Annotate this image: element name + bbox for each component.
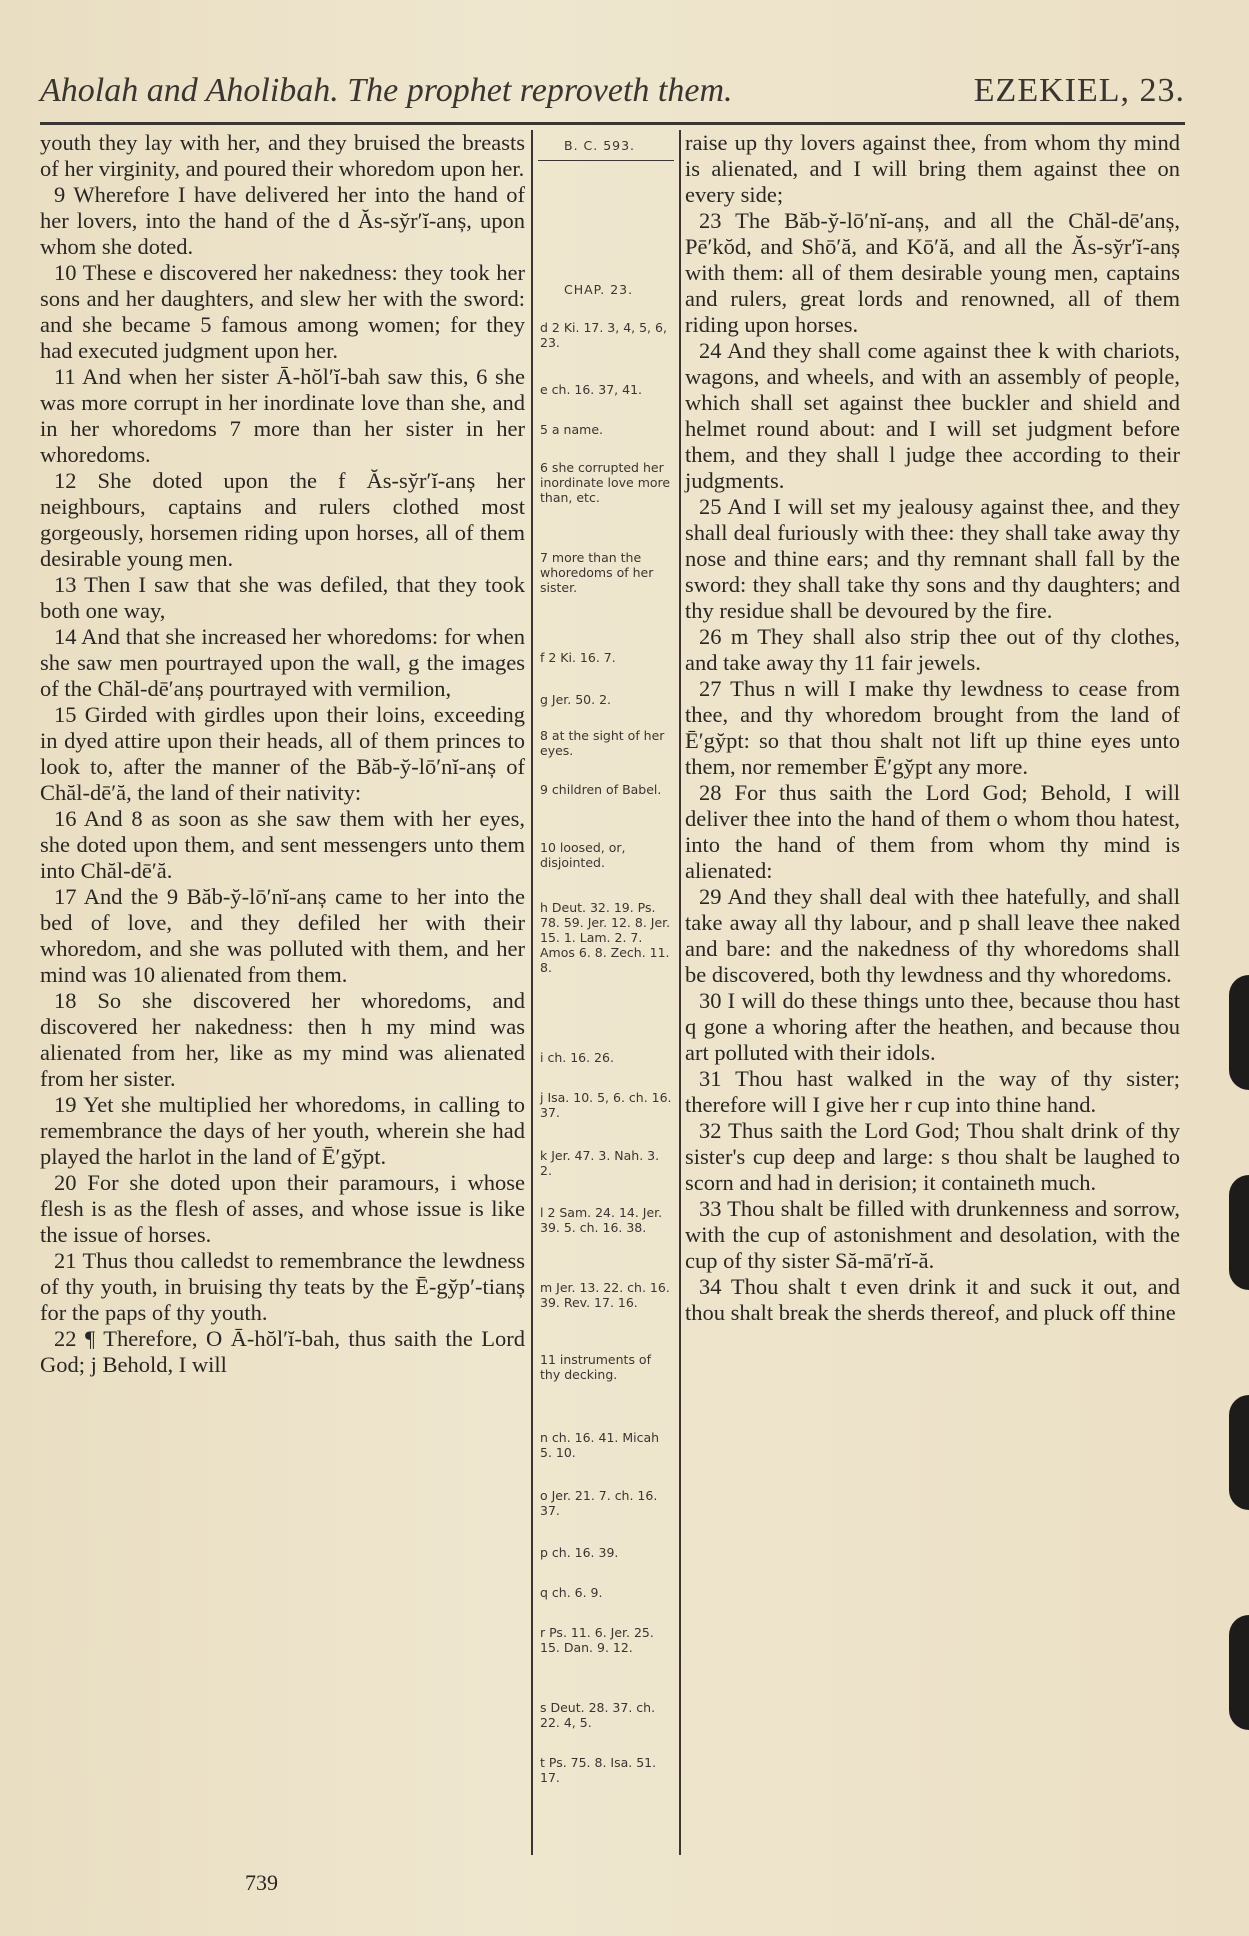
verse: 11 And when her sister Ā-hŏl′ĭ-bah saw this, 6 she was more corrupt in her inordinate love than she, and in her whoredoms 7 more than her sister in her whoredoms.	[40, 364, 525, 467]
verse: 12 She doted upon the f Ăs-sy̆r′ĭ-anș her neighbours, captains and rulers clothed most gorgeously, horsemen riding upon horses, all of them desirable young men.	[40, 468, 525, 571]
page-number: 739	[245, 1870, 278, 1895]
verse: 28 For thus saith the Lord God; Behold, I will deliver thee into the hand of them o whom thou hatest, into the hand of them from whom thy mind is alienated:	[685, 780, 1180, 883]
reference-note: 10 loosed, or, disjointed.	[540, 840, 626, 870]
header-title: Aholah and Aholibah. The prophet reproveth them.	[40, 72, 733, 109]
verse: 34 Thou shalt t even drink it and suck it out, and thou shalt break the sherds thereof, and pluck off thine	[685, 1274, 1180, 1325]
verse: 30 I will do these things unto thee, because thou hast q gone a whoring after the heathen, and because thou art polluted with their idols.	[685, 988, 1180, 1065]
verse: 20 For she doted upon their paramours, i whose flesh is as the flesh of asses, and whose issue is like the issue of horses.	[40, 1170, 525, 1247]
margin-rule	[538, 160, 674, 161]
running-header	[40, 72, 1185, 124]
verse: 13 Then I saw that she was defiled, that they took both one way,	[40, 572, 525, 623]
reference-note: s Deut. 28. 37. ch. 22. 4, 5.	[540, 1700, 656, 1730]
verse: 14 And that she increased her whoredoms: for when she saw men pourtrayed upon the wall, g the images of the Chăl-dē′anș pourtrayed with vermilion,	[40, 624, 525, 701]
reference-note: m Jer. 13. 22. ch. 16. 39. Rev. 17. 16.	[540, 1280, 670, 1310]
reference-note: 7 more than the whoredoms of her sister.	[540, 550, 654, 595]
reference-note: 11 instruments of thy decking.	[540, 1352, 651, 1382]
column-divider	[679, 130, 681, 1855]
verse: 9 Wherefore I have delivered her into the hand of her lovers, into the hand of the d Ăs-sy̆r′ĭ-anș, upon whom she doted.	[40, 182, 525, 259]
reference-note: f 2 Ki. 16. 7.	[540, 650, 616, 665]
verse: 21 Thus thou calledst to remembrance the lewdness of thy youth, in bruising thy teats by the Ē-gy̆p′-tianș for the paps of thy youth.	[40, 1248, 525, 1325]
reference-note: 6 she corrupted her inordinate love more than, etc.	[540, 460, 671, 505]
verse: 22 ¶ Therefore, O Ā-hŏl′ĭ-bah, thus saith the Lord God; j Behold, I will	[40, 1326, 525, 1377]
reference-note: r Ps. 11. 6. Jer. 25. 15. Dan. 9. 12.	[540, 1625, 654, 1655]
right-text-column	[685, 130, 1180, 1326]
reference-note: o Jer. 21. 7. ch. 16. 37.	[540, 1488, 658, 1518]
reference-note: k Jer. 47. 3. Nah. 3. 2.	[540, 1148, 660, 1178]
verse: raise up thy lovers against thee, from whom thy mind is alienated, and I will bring them against thee on every side;	[685, 130, 1180, 207]
verse: 16 And 8 as soon as she saw them with her eyes, she doted upon them, and sent messengers unto them into Chăl-dē′ă.	[40, 806, 525, 883]
center-reference-column	[538, 130, 674, 1860]
verse: 10 These e discovered her nakedness: they took her sons and her daughters, and slew her with the sword: and she became 5 famous among women; for they had executed judgment upon her.	[40, 260, 525, 363]
verse: 32 Thus saith the Lord God; Thou shalt drink of thy sister's cup deep and large: s thou shalt be laughed to scorn and had in derision; it containeth much.	[685, 1118, 1180, 1195]
reference-note: i ch. 16. 26.	[540, 1050, 614, 1065]
reference-note: l 2 Sam. 24. 14. Jer. 39. 5. ch. 16. 38.	[540, 1205, 663, 1235]
verse: youth they lay with her, and they bruised the breasts of her virginity, and poured their whoredom upon her.	[40, 130, 525, 181]
reference-note: d 2 Ki. 17. 3, 4, 5, 6, 23.	[540, 320, 667, 350]
verse: 25 And I will set my jealousy against thee, and they shall deal furiously with thee: they shall take away thy nose and thine ears; and thy remnant shall fall by the sword: they shall take thy sons and thy daughters; and thy residue shall be devoured by the fire.	[685, 494, 1180, 623]
reference-note: 8 at the sight of her eyes.	[540, 728, 665, 758]
reference-note: 5 a name.	[540, 422, 603, 437]
verse: 24 And they shall come against thee k with chariots, wagons, and wheels, and with an assembly of people, which shall set against thee buckler and shield and helmet round about: and I will set judgment before them, and they shall l judge thee according to their judgments.	[685, 338, 1180, 493]
reference-note: j Isa. 10. 5, 6. ch. 16. 37.	[540, 1090, 672, 1120]
thumb-index-tab[interactable]	[1229, 1615, 1249, 1730]
verse: 19 Yet she multiplied her whoredoms, in calling to remembrance the days of her youth, wherein she had played the harlot in the land of Ē′gy̆pt.	[40, 1092, 525, 1169]
reference-note: q ch. 6. 9.	[540, 1585, 603, 1600]
verse: 33 Thou shalt be filled with drunkenness and sorrow, with the cup of astonishment and desolation, with the cup of thy sister Să-mā′rĭ-ă.	[685, 1196, 1180, 1273]
verse: 18 So she discovered her whoredoms, and discovered her nakedness: then h my mind was alienated from her, like as my mind was alienated from her sister.	[40, 988, 525, 1091]
column-divider	[531, 130, 533, 1855]
thumb-index-tab[interactable]	[1229, 1175, 1249, 1290]
reference-note: n ch. 16. 41. Micah 5. 10.	[540, 1430, 660, 1460]
reference-note: p ch. 16. 39.	[540, 1545, 619, 1560]
reference-note: e ch. 16. 37, 41.	[540, 382, 642, 397]
chapter-label: CHAP. 23.	[564, 282, 634, 297]
header-book-chapter: EZEKIEL, 23.	[973, 72, 1185, 109]
verse: 27 Thus n will I make thy lewdness to cease from thee, and thy whoredom brought from the land of Ē′gy̆pt: so that thou shalt not lift up thine eyes unto them, nor remember Ē′gy̆pt any more.	[685, 676, 1180, 779]
thumb-index-tab[interactable]	[1229, 975, 1249, 1090]
verse: 17 And the 9 Băb-y̆-lō′nĭ-anș came to her into the bed of love, and they defiled her with their whoredom, and she was polluted with them, and her mind was 10 alienated from them.	[40, 884, 525, 987]
reference-note: 9 children of Babel.	[540, 782, 662, 797]
reference-note: g Jer. 50. 2.	[540, 692, 612, 707]
verse: 15 Girded with girdles upon their loins, exceeding in dyed attire upon their heads, all of them princes to look to, after the manner of the Băb-y̆-lō′nĭ-anș of Chăl-dē′ă, the land of their nativity:	[40, 702, 525, 805]
reference-note: t Ps. 75. 8. Isa. 51. 17.	[540, 1755, 657, 1785]
verse: 23 The Băb-y̆-lō′nĭ-anș, and all the Chăl-dē′anș, Pē′kŏd, and Shō′ă, and Kō′ă, and all the Ăs-sy̆r′ĭ-anș with them: all of them desirable young men, captains and rulers, great lords and renowned, all of them riding upon horses.	[685, 208, 1180, 337]
header-rule	[40, 122, 1185, 125]
verse: 26 m They shall also strip thee out of thy clothes, and take away thy 11 fair jewels.	[685, 624, 1180, 675]
verse: 31 Thou hast walked in the way of thy sister; therefore will I give her r cup into thine hand.	[685, 1066, 1180, 1117]
thumb-index-tab[interactable]	[1229, 1395, 1249, 1510]
reference-note: h Deut. 32. 19. Ps. 78. 59. Jer. 12. 8. Jer. 15. 1. Lam. 2. 7. Amos 6. 8. Zech. 11. 8.	[540, 900, 671, 975]
date-label: B. C. 593.	[564, 138, 636, 153]
left-text-column	[40, 130, 525, 1378]
verse: 29 And they shall deal with thee hatefully, and shall take away all thy labour, and p shall leave thee naked and bare: and the nakedness of thy whoredoms shall be discovered, both thy lewdness and thy whoredoms.	[685, 884, 1180, 987]
